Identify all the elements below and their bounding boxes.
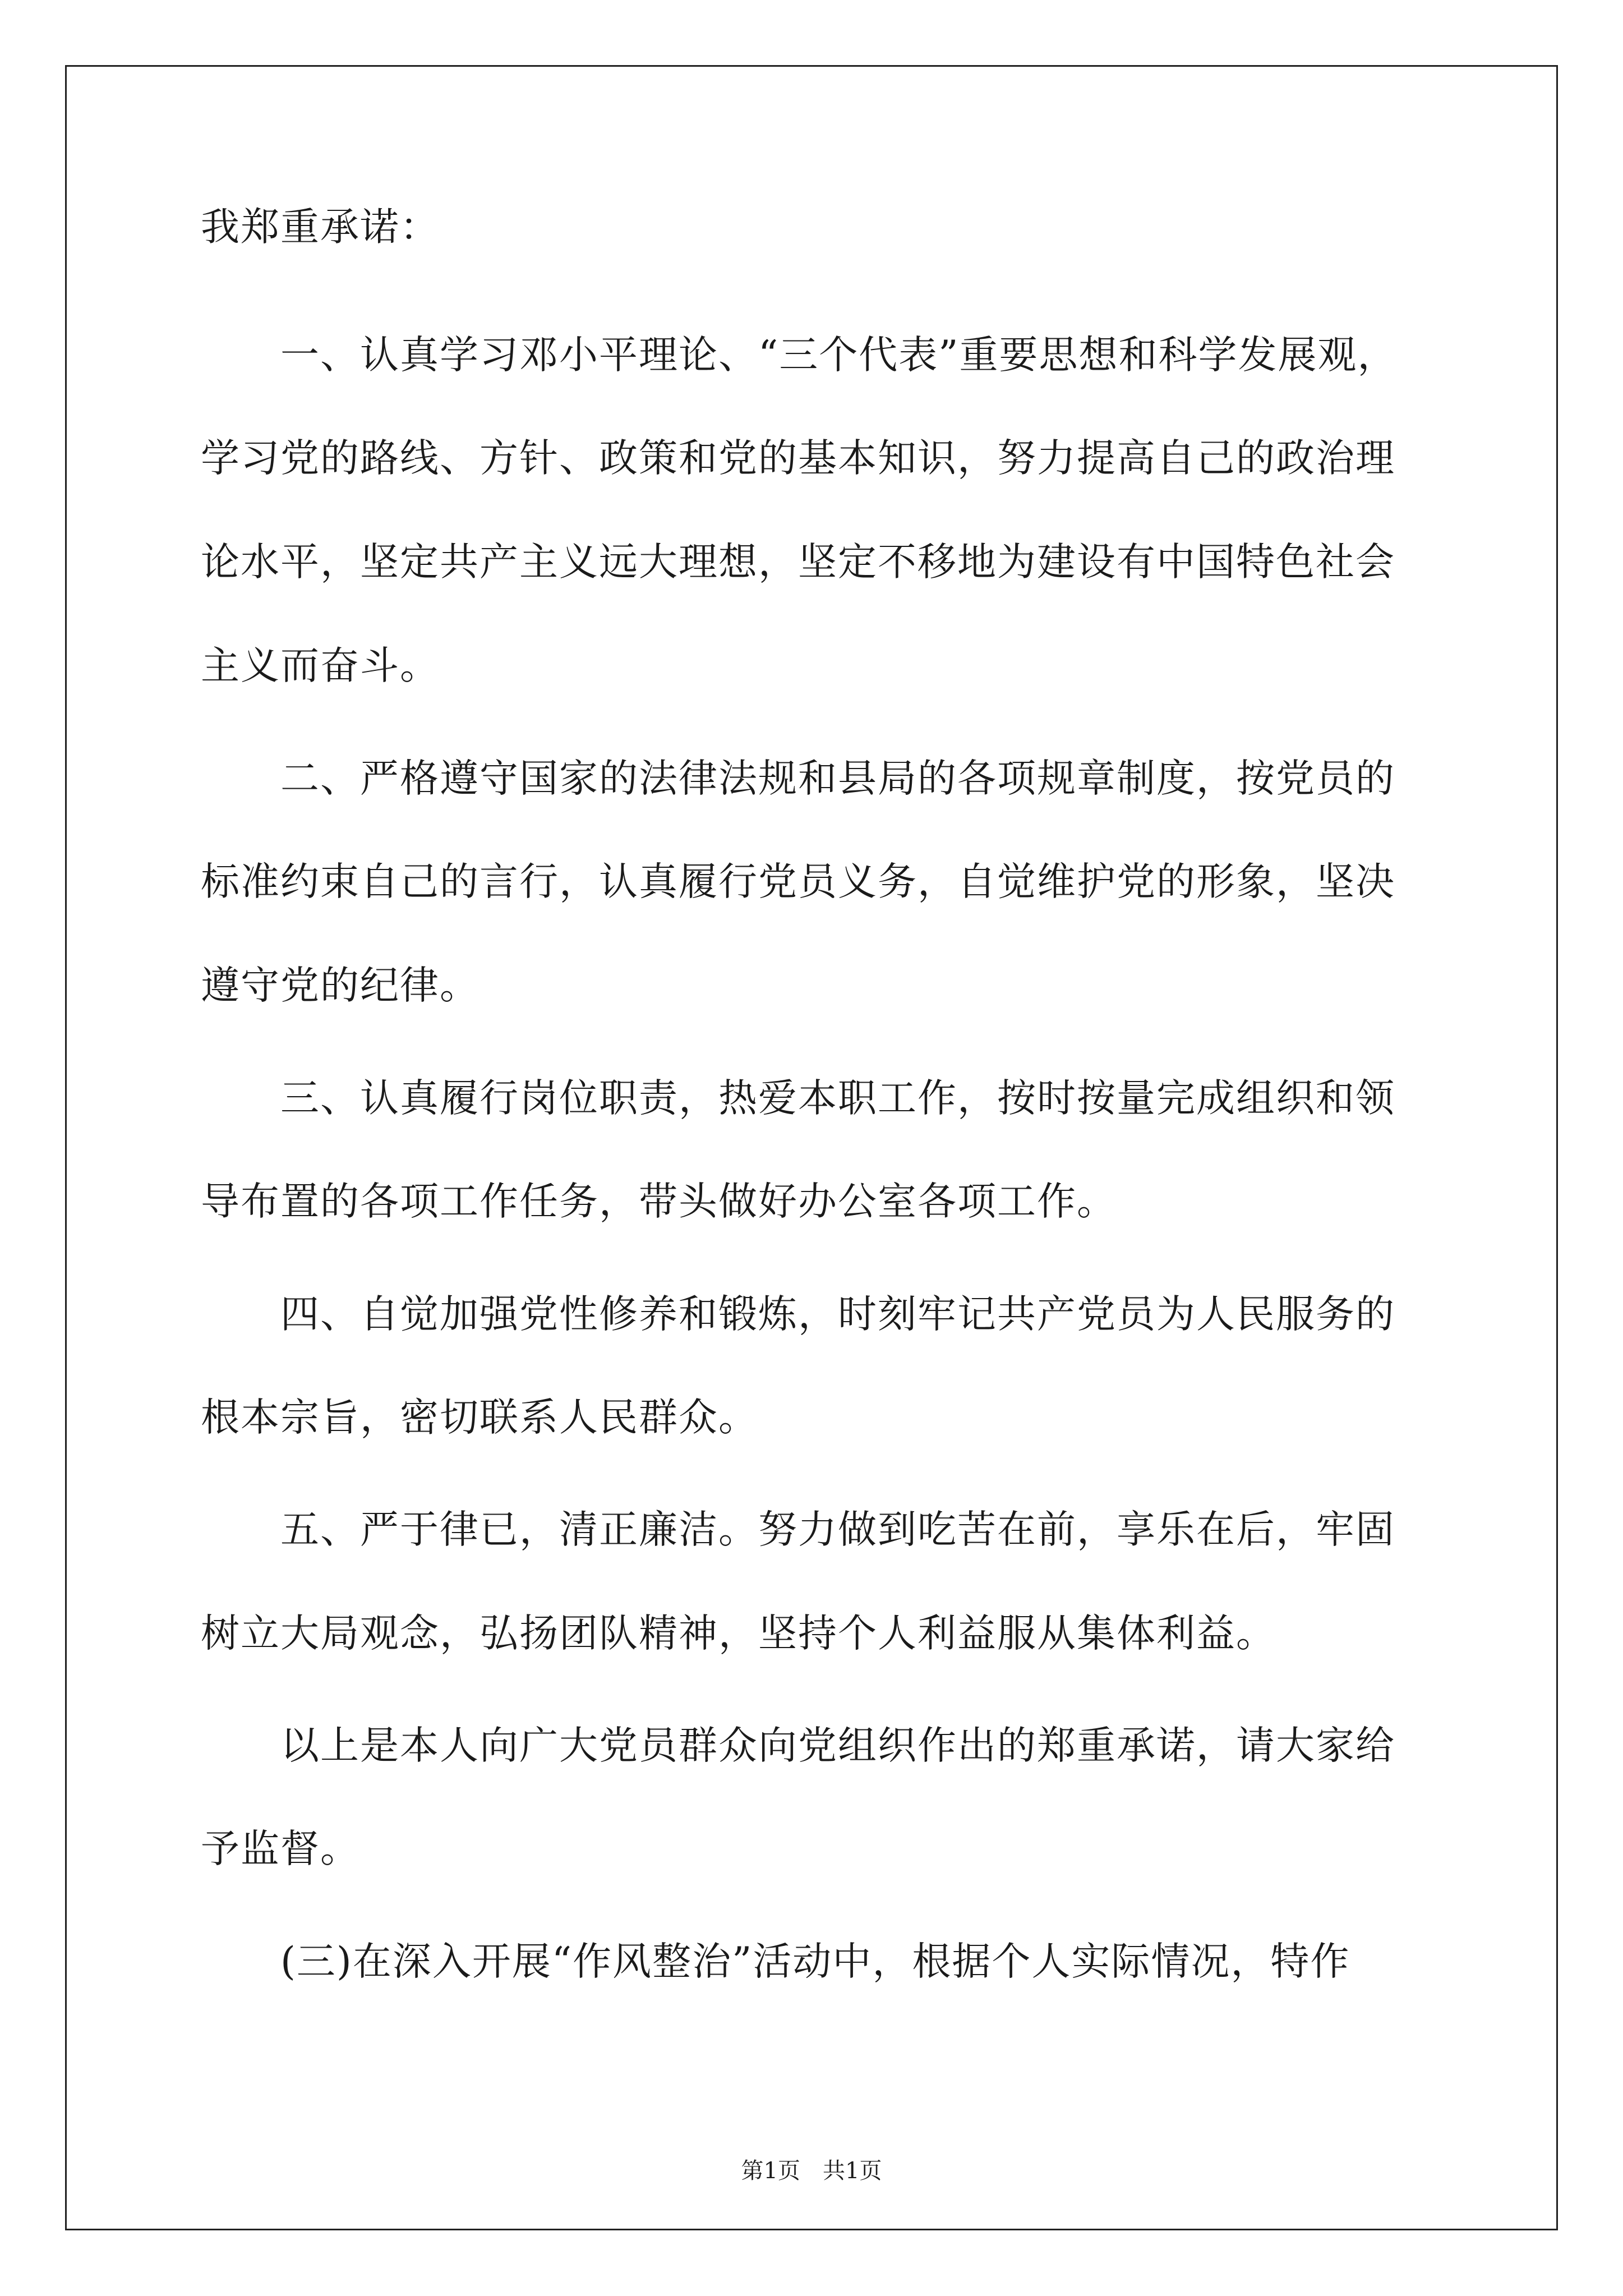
text-line-3: 学习党的路线、方针、政策和党的基本知识，努力提高自己的政治理 xyxy=(201,436,1395,481)
text-line-7: 标准约束自己的言行，认真履行党员义务，自觉维护党的形象，坚决 xyxy=(201,859,1395,904)
page-footer: 第1页 共1页 xyxy=(741,2158,882,2184)
text-line-6: 二、严格遵守国家的法律法规和县局的各项规章制度，按党员的 xyxy=(280,756,1395,801)
text-line-12: 根本宗旨，密切联系人民群众。 xyxy=(201,1395,758,1440)
text-line-17: (三)在深入开展“作风整治”活动中，根据个人实际情况，特作 xyxy=(280,1939,1350,1984)
text-line-8: 遵守党的纪律。 xyxy=(201,963,479,1008)
text-line-1: 我郑重承诺： xyxy=(201,205,440,250)
text-line-14: 树立大局观念，弘扬团队精神，坚持个人利益服从集体利益。 xyxy=(201,1611,1276,1656)
text-line-11: 四、自觉加强党性修养和锻炼，时刻牢记共产党员为人民服务的 xyxy=(280,1292,1395,1337)
text-line-15: 以上是本人向广大党员群众向党组织作出的郑重承诺，请大家给 xyxy=(280,1723,1395,1768)
text-line-13: 五、严于律已，清正廉洁。努力做到吃苦在前，享乐在后，牢固 xyxy=(280,1507,1395,1552)
text-line-4: 论水平，坚定共产主义远大理想，坚定不移地为建设有中国特色社会 xyxy=(201,540,1395,585)
text-line-5: 主义而奋斗。 xyxy=(201,643,440,688)
text-line-2: 一、认真学习邓小平理论、“三个代表”重要思想和科学发展观， xyxy=(280,333,1398,378)
text-line-9: 三、认真履行岗位职责，热爱本职工作，按时按量完成组织和领 xyxy=(280,1076,1395,1121)
text-line-10: 导布置的各项工作任务，带头做好办公室各项工作。 xyxy=(201,1179,1117,1224)
page-frame xyxy=(65,65,1558,2230)
text-line-16: 予监督。 xyxy=(201,1826,360,1871)
